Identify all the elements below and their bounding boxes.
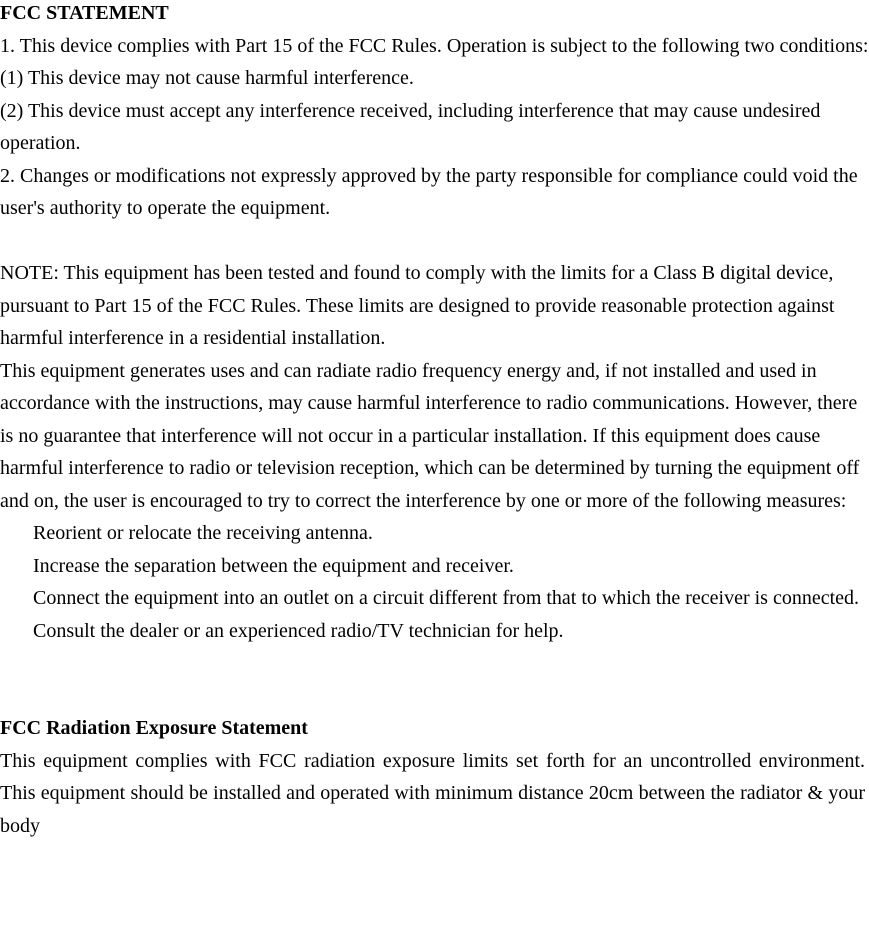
radiation-exposure-title: FCC Radiation Exposure Statement	[0, 717, 308, 739]
measure-item: Reorient or relocate the receiving antenna.	[33, 522, 373, 544]
fcc-note: NOTE: This equipment has been tested and found to comply with the limits for a Class B digital device, pursuant to Part 15 of the FCC Rules. These limits are designed to provide reasonable protection against harmful interference in a residential installation.	[0, 262, 835, 349]
measure-item: Increase the separation between the equipment and receiver.	[33, 554, 514, 577]
fcc-item-2: 2. Changes or modifications not expressly approved by the party responsible for compliance could void the user's authority to operate the equipment.	[0, 164, 858, 219]
fcc-statement-title: FCC STATEMENT	[0, 2, 169, 24]
fcc-condition-1: (1) This device may not cause harmful interference.	[0, 67, 414, 89]
fcc-interference-paragraph: This equipment generates uses and can radiate radio frequency energy and, if not installed and used in accordance with the instructions, may cause harmful interference to radio communications. However, there is no guarantee that interference will not occur in a particular installation. If this equipment does cause harmful interference to radio or television reception, which can be determined by turning the equipment off and on, the user is encouraged to try to correct the interference by one or more of the following measures:	[0, 359, 860, 512]
fcc-item-1: 1. This device complies with Part 15 of the FCC Rules. Operation is subject to the following two conditions:	[0, 34, 869, 57]
measure-item: Connect the equipment into an outlet on a circuit different from that to which the receiver is connected.	[33, 587, 860, 609]
spacer	[0, 647, 869, 712]
fcc-condition-2: (2) This device must accept any interference received, including interference that may cause undesired operation.	[0, 99, 821, 154]
measure-item: Consult the dealer or an experienced radio/TV technician for help.	[33, 619, 564, 642]
spacer	[0, 225, 869, 258]
radiation-exposure-body: This equipment complies with FCC radiation exposure limits set forth for an uncontrolled environment. This equipment should be installed and operated with minimum distance 20cm between the radiator & your body	[0, 749, 865, 837]
